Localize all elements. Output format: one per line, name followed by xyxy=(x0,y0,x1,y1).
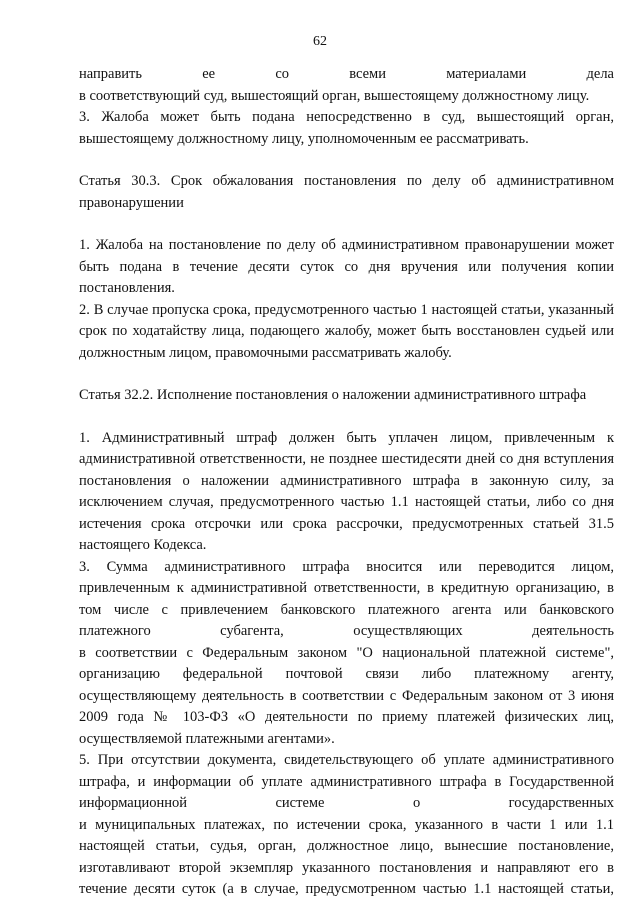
paragraph-spacer xyxy=(79,214,614,235)
paragraph: 3. Жалоба может быть подана непосредственно в суд, вышестоящий орган, вышестоящему должностному лицу, уполномоченным ее рассматривать. xyxy=(79,109,614,147)
paragraph-spacer xyxy=(79,407,614,428)
document-body xyxy=(79,64,614,901)
paragraph-spacer xyxy=(79,150,614,171)
paragraph: 1. Жалоба на постановление по делу об административном правонарушении может быть подана в течение десяти суток со дня вручения или получения копии постановления. xyxy=(79,237,614,296)
page-number: 62 xyxy=(313,34,327,49)
paragraph: 3. Сумма административного штрафа вносится или переводится лицом, привлеченным к административной ответственности, в кредитную организацию, в том числе с привлечением банковского платежного агента или банковского платежного субагента, осуществляющих деятельность xyxy=(79,558,614,639)
article-heading: Статья 30.3. Срок обжалования постановления по делу об административном правонарушении xyxy=(79,173,614,211)
paragraph: 1. Административный штраф должен быть уплачен лицом, привлеченным к административной ответственности, не позднее шестидесяти дней со дня вступления постановления о наложении административного штрафа в законную силу, за исключением случая, предусмотренного частью 1.1 настоящей статьи, либо со дня истечения срока отсрочки или срока рассрочки, предусмотренных статьей 31.5 настоящего Кодекса. xyxy=(79,429,614,553)
paragraph: направить ее со всеми материалами дела xyxy=(79,66,614,82)
paragraph-spacer xyxy=(79,364,614,385)
article-heading: Статья 32.2. Исполнение постановления о наложении административного штрафа xyxy=(79,387,587,403)
paragraph: 5. При отсутствии документа, свидетельствующего об уплате административного штрафа, и информации об уплате административного штрафа в Государственной информационной системе о государственных xyxy=(79,752,614,811)
paragraph: в соответствии с Федеральным законом "О национальной платежной системе", организацию федеральной почтовой связи либо платежному агенту, осуществляющему деятельность в соответствии с Федеральным законом от 3 июня 2009 года № 103-ФЗ «О деятельности по приему платежей физических лиц, осуществляемой платежными агентами». xyxy=(79,644,614,747)
paragraph: и муниципальных платежах, по истечении срока, указанного в части 1 или 1.1 настоящей статьи, судья, орган, должностное лицо, вынесшие постановление, изготавливают второй экземпляр указанного постановления и направляют его в течение десяти суток (а в случае, предусмотренном частью 1.1 настоящей статьи, xyxy=(79,816,614,897)
paragraph: 2. В случае пропуска срока, предусмотренного частью 1 настоящей статьи, указанный срок по ходатайству лица, подающего жалобу, может быть восстановлен судьей или должностным лицом, правомочными рассматривать жалобу. xyxy=(79,301,614,361)
paragraph: в соответствующий суд, вышестоящий орган, вышестоящему должностному лицу. xyxy=(79,87,590,104)
